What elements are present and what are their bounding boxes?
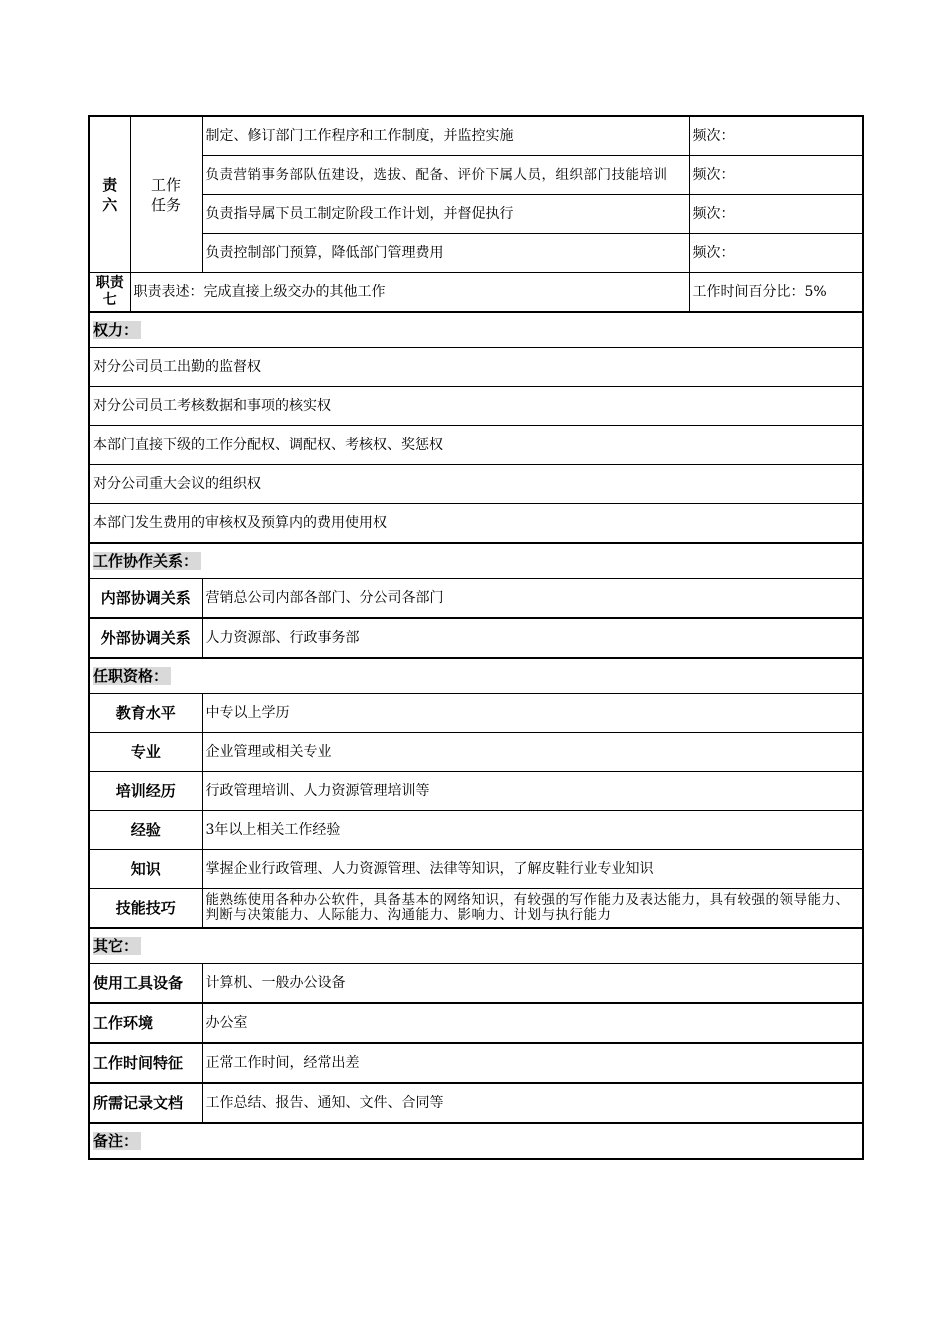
duty6-task: 负责控制部门预算，降低部门管理费用 bbox=[202, 234, 689, 273]
duty6-task-label bbox=[130, 116, 202, 273]
duty6-label bbox=[89, 116, 130, 273]
duty7-label bbox=[89, 273, 130, 313]
remarks-title: 备注： bbox=[93, 1132, 141, 1150]
duty7-label-text: 职责 七 bbox=[95, 275, 124, 308]
qualification-label: 培训经历 bbox=[89, 772, 202, 811]
other-value: 办公室 bbox=[202, 1003, 863, 1043]
qualification-value: 中专以上学历 bbox=[202, 694, 863, 733]
other-value: 计算机、一般办公设备 bbox=[202, 964, 863, 1004]
remarks-section-header bbox=[89, 1123, 863, 1159]
authority-item: 对分公司重大会议的组织权 bbox=[89, 465, 863, 504]
duty6-frequency: 频次： bbox=[689, 156, 863, 195]
duty7-time-percent: 工作时间百分比：5% bbox=[689, 273, 863, 313]
relation-label: 外部协调关系 bbox=[89, 618, 202, 658]
qualification-value: 3年以上相关工作经验 bbox=[202, 811, 863, 850]
relations-section-header bbox=[89, 543, 863, 579]
other-value: 工作总结、报告、通知、文件、合同等 bbox=[202, 1083, 863, 1123]
authority-item: 对分公司员工出勤的监督权 bbox=[89, 348, 863, 387]
qualification-value: 企业管理或相关专业 bbox=[202, 733, 863, 772]
duty6-task-label-text: 工作 任务 bbox=[150, 175, 181, 214]
duty6-frequency: 频次： bbox=[689, 195, 863, 234]
relations-title: 工作协作关系： bbox=[93, 552, 201, 570]
other-label: 工作环境 bbox=[89, 1003, 202, 1043]
qualification-value: 行政管理培训、人力资源管理培训等 bbox=[202, 772, 863, 811]
qualification-label: 专业 bbox=[89, 733, 202, 772]
job-description-table bbox=[88, 115, 864, 1160]
qualification-label: 教育水平 bbox=[89, 694, 202, 733]
qualifications-title: 任职资格： bbox=[93, 667, 171, 685]
qualification-value: 掌握企业行政管理、人力资源管理、法律等知识，了解皮鞋行业专业知识 bbox=[202, 850, 863, 889]
qualification-label: 经验 bbox=[89, 811, 202, 850]
authority-item: 本部门发生费用的审核权及预算内的费用使用权 bbox=[89, 504, 863, 544]
duty7-description: 职责表述：完成直接上级交办的其他工作 bbox=[130, 273, 689, 313]
authority-section-header bbox=[89, 312, 863, 348]
duty6-task: 负责营销事务部队伍建设，选拔、配备、评价下属人员，组织部门技能培训 bbox=[202, 156, 689, 195]
other-label: 所需记录文档 bbox=[89, 1083, 202, 1123]
other-label: 工作时间特征 bbox=[89, 1043, 202, 1083]
relation-value: 人力资源部、行政事务部 bbox=[202, 618, 863, 658]
other-label: 使用工具设备 bbox=[89, 964, 202, 1004]
qualifications-section-header bbox=[89, 658, 863, 694]
qualification-label: 技能技巧 bbox=[89, 889, 202, 929]
duty6-task: 制定、修订部门工作程序和工作制度，并监控实施 bbox=[202, 116, 689, 156]
relation-value: 营销总公司内部各部门、分公司各部门 bbox=[202, 579, 863, 619]
duty6-frequency: 频次： bbox=[689, 116, 863, 156]
duty6-task: 负责指导属下员工制定阶段工作计划，并督促执行 bbox=[202, 195, 689, 234]
authority-item: 本部门直接下级的工作分配权、调配权、考核权、奖惩权 bbox=[89, 426, 863, 465]
other-value: 正常工作时间，经常出差 bbox=[202, 1043, 863, 1083]
qualification-value: 能熟练使用各种办公软件，具备基本的网络知识，有较强的写作能力及表达能力，具有较强的领导能力、判断与决策能力、人际能力、沟通能力、影响力、计划与执行能力 bbox=[202, 889, 863, 929]
relation-label: 内部协调关系 bbox=[89, 579, 202, 619]
others-title: 其它： bbox=[93, 937, 141, 955]
duty6-label-text: 责 六 bbox=[102, 175, 118, 214]
duty6-frequency: 频次： bbox=[689, 234, 863, 273]
authority-item: 对分公司员工考核数据和事项的核实权 bbox=[89, 387, 863, 426]
qualification-label: 知识 bbox=[89, 850, 202, 889]
authority-title: 权力： bbox=[93, 321, 141, 339]
others-section-header bbox=[89, 928, 863, 964]
